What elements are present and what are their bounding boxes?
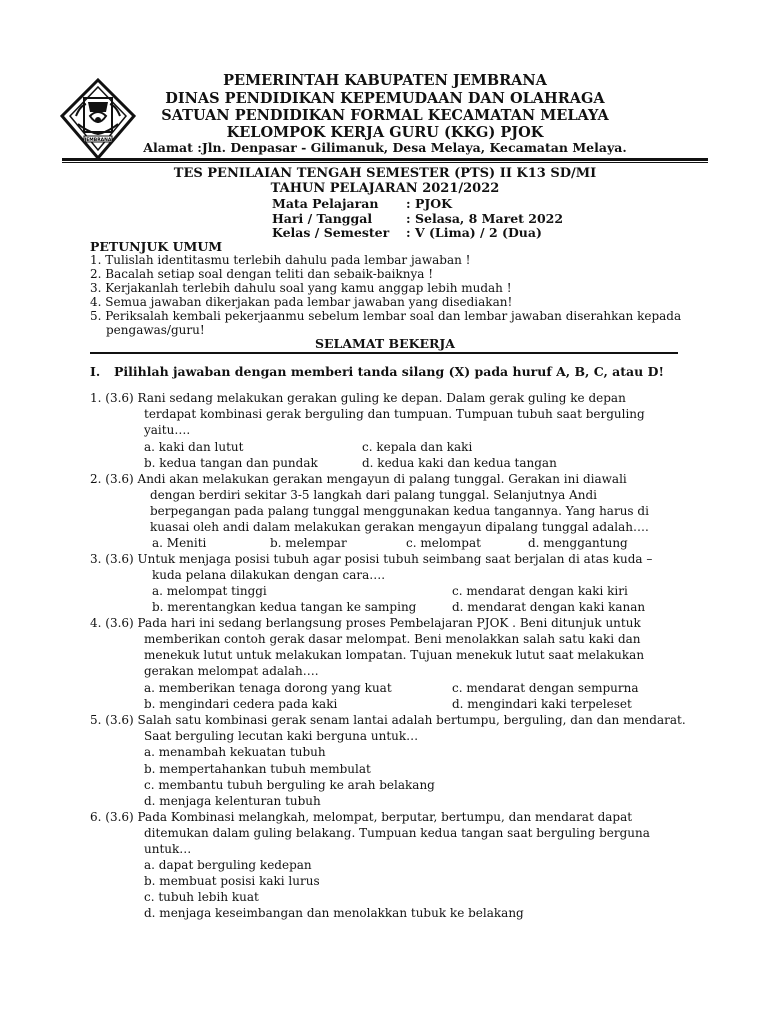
instruction-item: 1. Tulislah identitasmu terlebih dahulu pada lembar jawaban !	[90, 253, 471, 267]
question-3-option-a: a. melompat tinggi	[152, 584, 267, 598]
closing-text: SELAMAT BEKERJA	[314, 336, 456, 351]
question-6-option-d: d. menjaga keseimbangan dan menolakkan tubuk ke belakang	[144, 906, 524, 920]
header-line-4: KELOMPOK KERJA GURU (KKG) PJOK	[226, 124, 544, 141]
section-instruction: Pilihlah jawaban dengan memberi tanda silang (X) pada huruf A, B, C, atau D!	[114, 364, 664, 379]
question-3-option-d: d. mendarat dengan kaki kanan	[452, 600, 646, 614]
question-1-line: 1. (3.6) Rani sedang melakukan gerakan guling ke depan. Dalam gerak guling ke depan	[90, 391, 626, 405]
question-5-option-b: b. mempertahankan tubuh membulat	[144, 762, 371, 776]
jembrana-emblem-icon	[60, 78, 136, 160]
instruction-item: 4. Semua jawaban dikerjakan pada lembar jawaban yang disediakan!	[90, 295, 513, 309]
question-6-option-c: c. tubuh lebih kuat	[144, 890, 259, 904]
header-address: Alamat :Jln. Denpasar - Gilimanuk, Desa Melaya, Kecamatan Melaya.	[143, 140, 627, 155]
question-1-option-d: d. kedua kaki dan kedua tangan	[362, 456, 557, 470]
question-6-line: untuk…	[144, 842, 192, 856]
question-2-line: kuasai oleh andi dalam melakukan gerakan mengayun dipalang tunggal adalah….	[150, 520, 649, 534]
question-6-option-a: a. dapat berguling kedepan	[144, 858, 312, 872]
question-2-option-b: b. melempar	[270, 536, 347, 550]
question-5-option-c: c. membantu tubuh berguling ke arah belakang	[144, 778, 435, 792]
exam-title: TES PENILAIAN TENGAH SEMESTER (PTS) II K13 SD/MI	[173, 166, 597, 181]
question-2-line: 2. (3.6) Andi akan melakukan gerakan mengayun di palang tunggal. Gerakan ini diawali	[90, 472, 627, 486]
question-1-option-b: b. kedua tangan dan pundak	[144, 456, 318, 470]
question-2-option-a: a. Meniti	[152, 536, 207, 550]
exam-class-label: Kelas / Semester	[272, 225, 390, 240]
instruction-item: 5. Periksalah kembali pekerjaanmu sebelum lembar soal dan lembar jawaban diserahkan kepada	[90, 309, 682, 323]
logo-text: JEMBRANA	[84, 138, 112, 143]
question-1-option-c: c. kepala dan kaki	[362, 440, 473, 454]
instruction-item: 3. Kerjakanlah terlebih dahulu soal yang kamu anggap lebih mudah !	[90, 281, 512, 295]
exam-date-label: Hari / Tanggal	[272, 211, 373, 226]
header-line-2: DINAS PENDIDIKAN KEPEMUDAAN DAN OLAHRAGA	[165, 90, 605, 107]
header-divider-thin	[62, 162, 708, 163]
instruction-item: pengawas/guru!	[106, 323, 205, 337]
question-2-option-d: d. menggantung	[528, 536, 628, 550]
question-4-option-c: c. mendarat dengan sempurna	[452, 681, 639, 695]
question-4-option-b: b. mengindari cedera pada kaki	[144, 697, 338, 711]
section-number: I.	[90, 364, 101, 379]
question-6-option-b: b. membuat posisi kaki lurus	[144, 874, 320, 888]
question-4-line: memberikan contoh gerak dasar melompat. Beni menolakkan salah satu kaki dan	[144, 632, 641, 646]
exam-subject-value: : PJOK	[406, 196, 453, 211]
exam-class-value: : V (Lima) / 2 (Dua)	[406, 225, 542, 240]
instruction-item: 2. Bacalah setiap soal dengan teliti dan sebaik-baiknya !	[90, 267, 434, 281]
question-2-line: berpegangan pada palang tunggal menggunakan kedua tangannya. Yang harus di	[150, 504, 649, 518]
question-4-line: gerakan melompat adalah….	[144, 664, 319, 678]
question-4-line: menekuk lutut untuk melakukan lompatan. Tujuan menekuk lutut saat melakukan	[144, 648, 645, 662]
question-3-line: kuda pelana dilakukan dengan cara….	[152, 568, 386, 582]
question-6-line: ditemukan dalam guling belakang. Tumpuan kedua tangan saat berguling berguna	[144, 826, 650, 840]
question-3-line: 3. (3.6) Untuk menjaga posisi tubuh agar posisi tubuh seimbang saat berjalan di atas kuda –	[90, 552, 653, 566]
question-6-line: 6. (3.6) Pada Kombinasi melangkah, melompat, berputar, bertumpu, dan mendarat dapat	[90, 810, 633, 824]
question-5-option-d: d. menjaga kelenturan tubuh	[144, 794, 321, 808]
exam-date-value: : Selasa, 8 Maret 2022	[406, 211, 564, 226]
question-1-line: terdapat kombinasi gerak berguling dan tumpuan. Tumpuan tubuh saat berguling	[144, 407, 645, 421]
question-2-line: dengan berdiri sekitar 3-5 langkah dari palang tunggal. Selanjutnya Andi	[150, 488, 597, 502]
question-5-line: 5. (3.6) Salah satu kombinasi gerak senam lantai adalah bertumpu, berguling, dan dan mendarat.	[90, 713, 686, 727]
question-1-line: yaitu….	[144, 423, 191, 437]
question-1-option-a: a. kaki dan lutut	[144, 440, 244, 454]
header-divider-thick	[62, 158, 708, 161]
header-line-1: PEMERINTAH KABUPATEN JEMBRANA	[223, 72, 547, 89]
exam-year: TAHUN PELAJARAN 2021/2022	[270, 181, 500, 196]
header-line-3: SATUAN PENDIDIKAN FORMAL KECAMATAN MELAYA	[161, 107, 609, 124]
question-2-option-c: c. melompat	[406, 536, 481, 550]
section-divider	[90, 352, 678, 354]
question-4-line: 4. (3.6) Pada hari ini sedang berlangsung proses Pembelajaran PJOK . Beni ditunjuk untuk	[90, 616, 641, 630]
question-4-option-d: d. mengindari kaki terpeleset	[452, 697, 632, 711]
exam-subject-label: Mata Pelajaran	[272, 196, 379, 211]
question-4-option-a: a. memberikan tenaga dorong yang kuat	[144, 681, 392, 695]
question-3-option-b: b. merentangkan kedua tangan ke samping	[152, 600, 417, 614]
instructions-title: PETUNJUK UMUM	[90, 239, 223, 254]
question-5-line: Saat berguling lecutan kaki berguna untuk…	[144, 729, 419, 743]
question-5-option-a: a. menambah kekuatan tubuh	[144, 745, 326, 759]
question-3-option-c: c. mendarat dengan kaki kiri	[452, 584, 628, 598]
